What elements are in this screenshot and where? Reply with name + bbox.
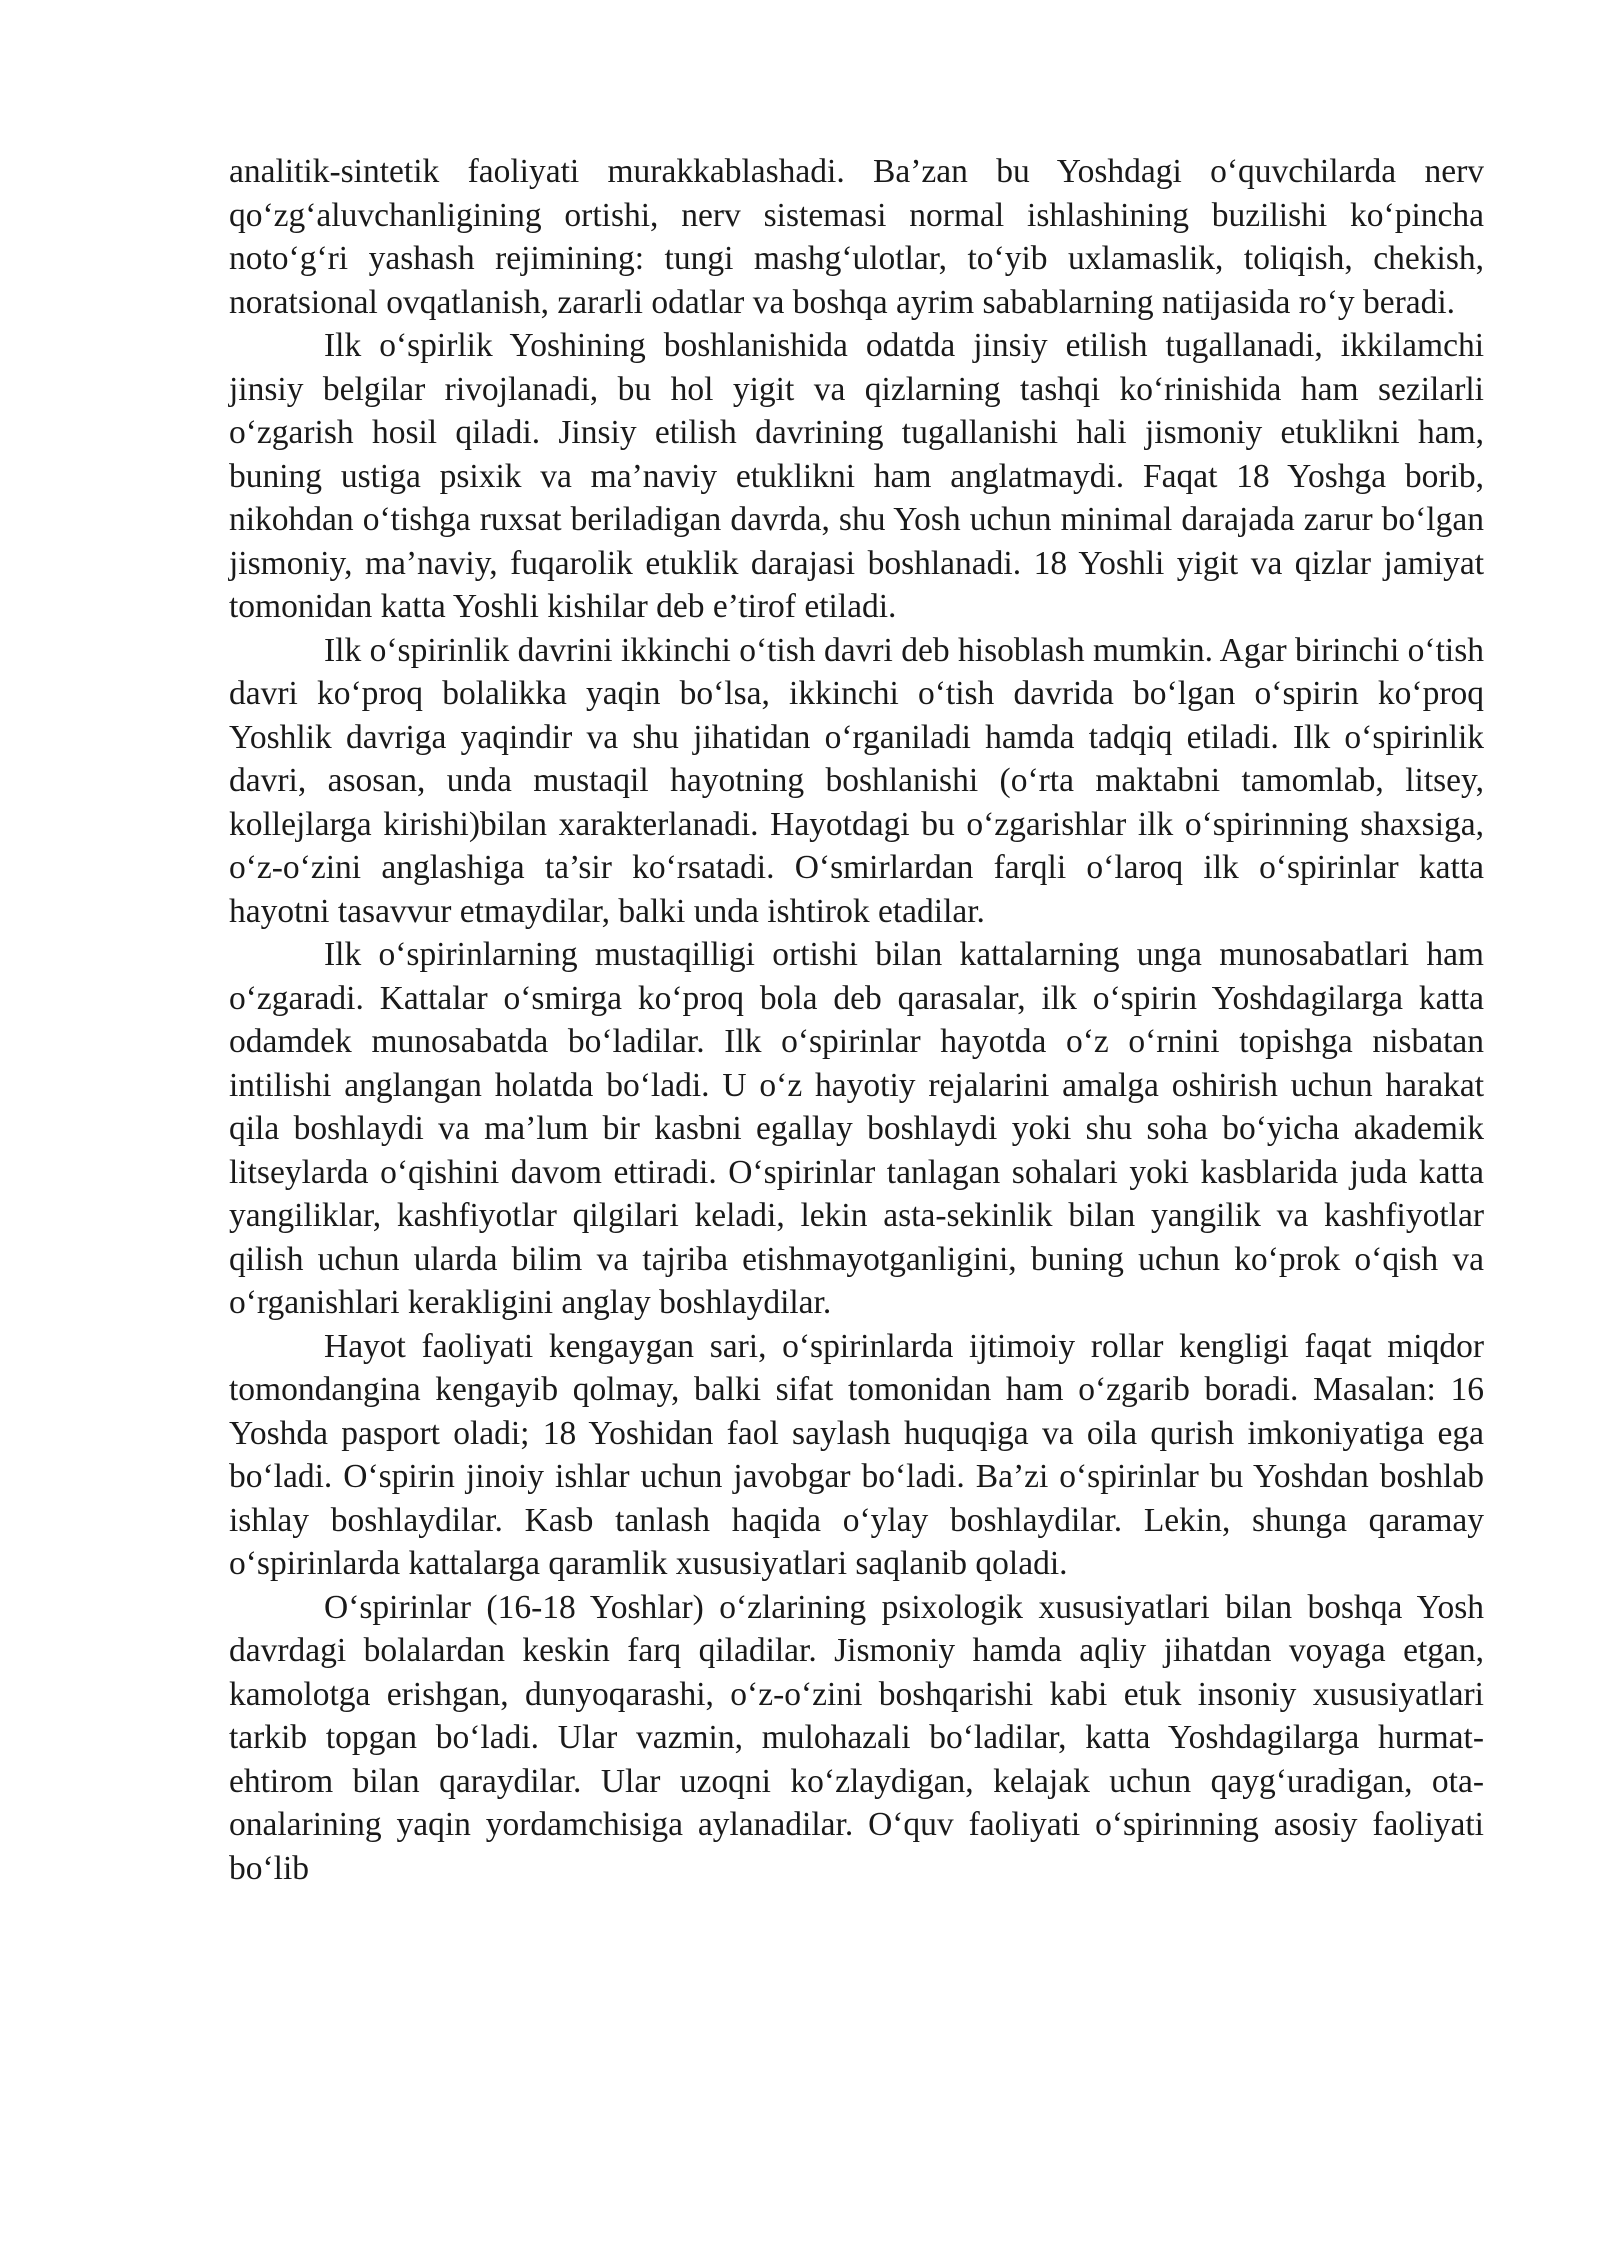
paragraph-4: Ilk o‘spirinlarning mustaqilligi ortishi bilan kattalarning unga munosabatlari ham o‘zgaradi. Kattalar o‘smirga ko‘proq bola deb qarasalar, ilk o‘spirin Yoshdagilarga katta odamdek munosabatda bo‘ladilar. Ilk o‘spirinlar hayotda o‘z o‘rnini topishga nisbatan intilishi anglangan holatda bo‘ladi. U o‘z hayotiy rejalarini amalga oshirish uchun harakat qila boshlaydi va ma’lum bir kasbni egallay boshlaydi yoki shu soha bo‘yicha akademik litseylarda o‘qishini davom ettiradi. O‘spirinlar tanlagan sohalari yoki kasblarida juda katta yangiliklar, kashfiyotlar qilgilari keladi, lekin asta-sekinlik bilan yangilik va kashfiyotlar qilish uchun ularda bilim va tajriba etishmayotganligini, buning uchun ko‘prok o‘qish va o‘rganishlari kerakligini anglay boshlaydilar.: [229, 936, 1484, 1321]
document-page: [229, 150, 1484, 1890]
paragraph-5: Hayot faoliyati kengaygan sari, o‘spirinlarda ijtimoiy rollar kengligi faqat miqdor tomondangina kengayib qolmay, balki sifat tomonidan ham o‘zgarib boradi. Masalan: 16 Yoshda pasport oladi; 18 Yoshidan faol saylash huquqiga va oila qurish imkoniyatiga ega bo‘ladi. O‘spirin jinoiy ishlar uchun javobgar bo‘ladi. Ba’zi o‘spirinlar bu Yoshdan boshlab ishlay boshlaydilar. Kasb tanlash haqida o‘ylay boshlaydilar. Lekin, shunga qaramay o‘spirinlarda kattalarga qaramlik xususiyatlari saqlanib qoladi.: [229, 1327, 1484, 1582]
paragraph-2: Ilk o‘spirlik Yoshining boshlanishida odatda jinsiy etilish tugallanadi, ikkilamchi jinsiy belgilar rivojlanadi, bu hol yigit va qizlarning tashqi ko‘rinishida ham sezilarli o‘zgarish hosil qiladi. Jinsiy etilish davrining tugallanishi hali jismoniy etuklikni ham, buning ustiga psixik va ma’naviy etuklikni ham anglatmaydi. Faqat 18 Yoshga borib, nikohdan o‘tishga ruxsat beriladigan davrda, shu Yosh uchun minimal darajada zarur bo‘lgan jismoniy, ma’naviy, fuqarolik etuklik darajasi boshlanadi. 18 Yoshli yigit va qizlar jamiyat tomonidan katta Yoshli kishilar deb e’tirof etiladi.: [229, 327, 1484, 625]
paragraph-1: analitik-sintetik faoliyati murakkablashadi. Ba’zan bu Yoshdagi o‘quvchilarda nerv qo‘zg‘aluvchanligining ortishi, nerv sistemasi normal ishlashining buzilishi ko‘pincha noto‘g‘ri yashash rejimining: tungi mashg‘ulotlar, to‘yib uxlamaslik, toliqish, chekish, noratsional ovqatlanish, zararli odatlar va boshqa ayrim sabablarning natijasida ro‘y beradi.: [229, 153, 1484, 321]
paragraph-3: Ilk o‘spirinlik davrini ikkinchi o‘tish davri deb hisoblash mumkin. Agar birinchi o‘tish davri ko‘proq bolalikka yaqin bo‘lsa, ikkinchi o‘tish davrida bo‘lgan o‘spirin ko‘proq Yoshlik davriga yaqindir va shu jihatidan o‘rganiladi hamda tadqiq etiladi. Ilk o‘spirinlik davri, asosan, unda mustaqil hayotning boshlanishi (o‘rta maktabni tamomlab, litsey, kollejlarga kirishi)bilan xarakterlanadi. Hayotdagi bu o‘zgarishlar ilk o‘spirinning shaxsiga, o‘z-o‘zini anglashiga ta’sir ko‘rsatadi. O‘smirlardan farqli o‘laroq ilk o‘spirinlar katta hayotni tasavvur etmaydilar, balki unda ishtirok etadilar.: [229, 631, 1484, 930]
paragraph-6: O‘spirinlar (16-18 Yoshlar) o‘zlarining psixologik xususiyatlari bilan boshqa Yosh davrdagi bolalardan keskin farq qiladilar. Jismoniy hamda aqliy jihatdan voyaga etgan, kamolotga erishgan, dunyoqarashi, o‘z-o‘zini boshqarishi kabi etuk insoniy xususiyatlari tarkib topgan bo‘ladi. Ular vazmin, mulohazali bo‘ladilar, katta Yoshdagilarga hurmat-ehtirom bilan qaraydilar. Ular uzoqni ko‘zlaydigan, kelajak uchun qayg‘uradigan, ota-onalarining yaqin yordamchisiga aylanadilar. O‘quv faoliyati o‘spirinning asosiy faoliyati bo‘lib: [229, 1588, 1484, 1887]
